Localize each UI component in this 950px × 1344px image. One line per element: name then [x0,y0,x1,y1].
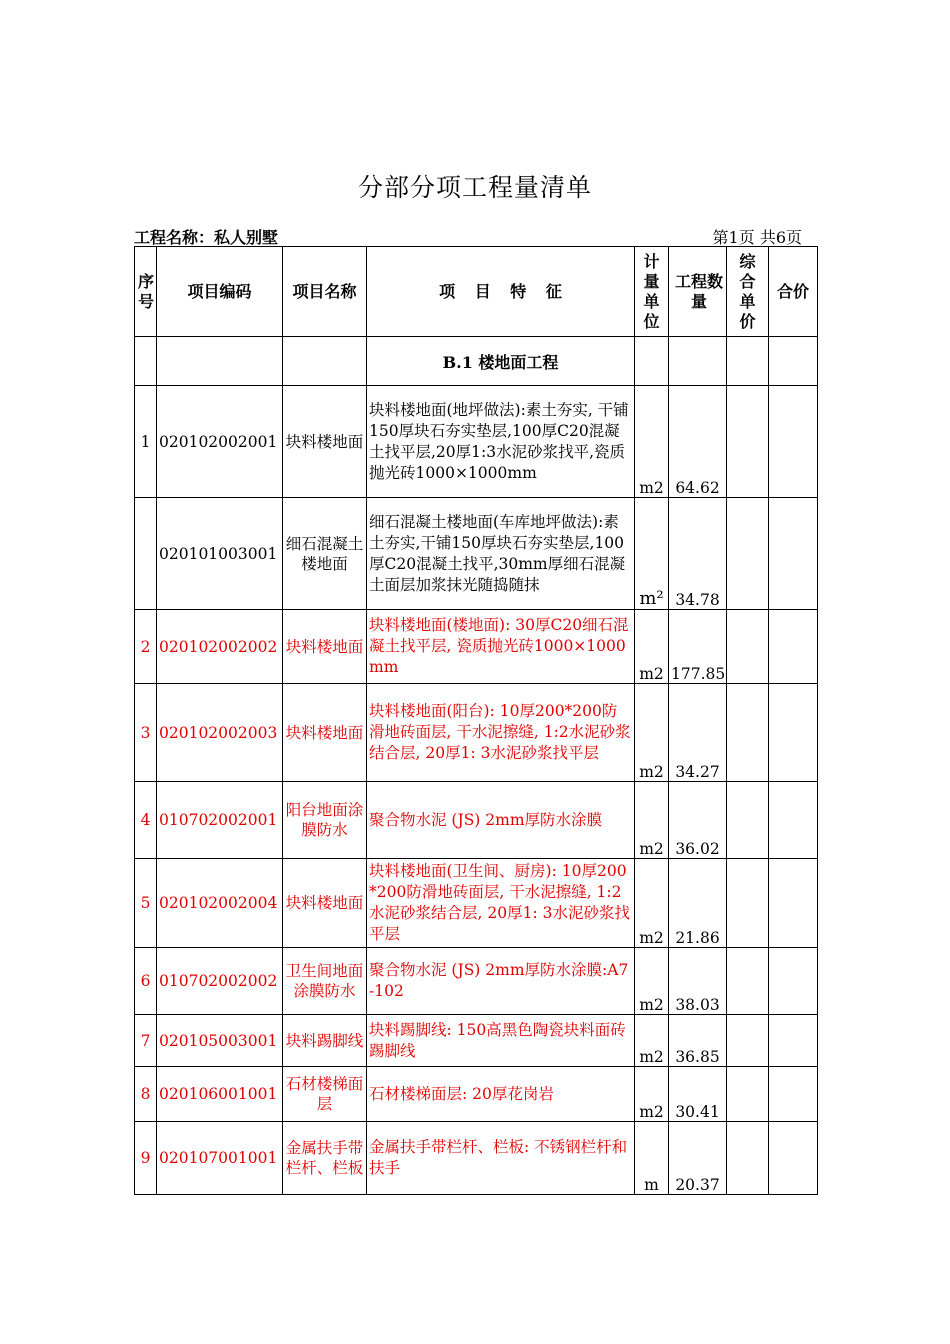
row-no: 3 [135,684,157,782]
row-no: 6 [135,948,157,1015]
row-total [769,1015,818,1067]
header-qty: 工程数量 [669,247,727,337]
row-qty: 30.41 [669,1067,727,1122]
header-code: 项目编码 [157,247,283,337]
row-name: 块料楼地面 [283,610,367,684]
row-unit: m2 [635,859,669,948]
table-row [135,1067,818,1122]
row-unit: m² [635,498,669,610]
header-unit-price: 综合单价 [727,247,769,337]
row-unit: m2 [635,386,669,498]
row-unit-price [727,498,769,610]
row-qty: 34.27 [669,684,727,782]
row-total [769,498,818,610]
header-no: 序号 [135,247,157,337]
row-total [769,1122,818,1195]
row-unit: m2 [635,1015,669,1067]
table-row [135,498,818,610]
row-total [769,1067,818,1122]
row-code: 020102002004 [157,859,283,948]
row-code: 020107001001 [157,1122,283,1195]
row-feature: 细石混凝土楼地面(车库地坪做法):素土夯实,干铺150厚块石夯实垫层,100厚C20混凝土找平,30mm厚细石混凝土面层加浆抹光随捣随抹 [367,498,635,610]
page-info: 第1页 共6页 [712,228,802,247]
table-row [135,948,818,1015]
row-unit-price [727,386,769,498]
row-feature: 块料踢脚线: 150高黑色陶瓷块料面砖踢脚线 [367,1015,635,1067]
table-row [135,386,818,498]
row-unit-price [727,610,769,684]
table-row [135,684,818,782]
row-feature: 石材楼梯面层: 20厚花岗岩 [367,1067,635,1122]
row-name: 金属扶手带栏杆、栏板 [283,1122,367,1195]
row-total [769,684,818,782]
table-row [135,1122,818,1195]
row-code: 020102002002 [157,610,283,684]
row-total [769,610,818,684]
header-row [135,247,818,337]
row-code: 020101003001 [157,498,283,610]
row-feature: 块料楼地面(卫生间、厨房): 10厚200*200防滑地砖面层, 干水泥擦缝, 1:2水泥砂浆结合层, 20厚1: 3水泥砂浆找平层 [367,859,635,948]
row-feature: 聚合物水泥 (JS) 2mm厚防水涂膜 [367,782,635,859]
row-name: 块料楼地面 [283,386,367,498]
row-unit: m2 [635,610,669,684]
table-row [135,610,818,684]
row-qty: 20.37 [669,1122,727,1195]
row-code: 010702002002 [157,948,283,1015]
row-qty: 177.85 [669,610,727,684]
row-qty: 36.85 [669,1015,727,1067]
meta-line [134,226,802,248]
row-name: 块料楼地面 [283,684,367,782]
header-feature: 项 目 特 征 [367,247,635,337]
row-total [769,782,818,859]
row-no [135,498,157,610]
row-unit-price [727,948,769,1015]
row-no: 2 [135,610,157,684]
row-name: 块料楼地面 [283,859,367,948]
row-qty: 38.03 [669,948,727,1015]
bill-of-quantities-table [134,246,818,1195]
row-feature: 金属扶手带栏杆、栏板: 不锈钢栏杆和扶手 [367,1122,635,1195]
row-name: 阳台地面涂膜防水 [283,782,367,859]
row-qty: 21.86 [669,859,727,948]
row-feature: 块料楼地面(楼地面): 30厚C20细石混凝土找平层, 瓷质抛光砖1000×1000mm [367,610,635,684]
row-unit-price [727,1067,769,1122]
row-unit: m2 [635,1067,669,1122]
header-unit: 计量单位 [635,247,669,337]
row-feature: 聚合物水泥 (JS) 2mm厚防水涂膜:A7-102 [367,948,635,1015]
row-unit-price [727,859,769,948]
row-no: 1 [135,386,157,498]
row-qty: 64.62 [669,386,727,498]
table-body [135,337,818,1195]
section-row [135,337,818,386]
row-code: 010702002001 [157,782,283,859]
row-name: 卫生间地面涂膜防水 [283,948,367,1015]
row-name: 石材楼梯面层 [283,1067,367,1122]
table-row [135,859,818,948]
row-unit: m2 [635,948,669,1015]
row-unit: m [635,1122,669,1195]
row-total [769,859,818,948]
row-code: 020102002003 [157,684,283,782]
row-unit: m2 [635,684,669,782]
row-code: 020106001001 [157,1067,283,1122]
row-code: 020105003001 [157,1015,283,1067]
row-unit-price [727,684,769,782]
row-feature: 块料楼地面(地坪做法):素土夯实, 干铺150厚块石夯实垫层,100厚C20混凝土找平层,20厚1:3水泥砂浆找平,瓷质抛光砖1000×1000mm [367,386,635,498]
row-name: 细石混凝土楼地面 [283,498,367,610]
row-no: 8 [135,1067,157,1122]
row-name: 块料踢脚线 [283,1015,367,1067]
row-no: 4 [135,782,157,859]
row-no: 9 [135,1122,157,1195]
header-total: 合价 [769,247,818,337]
row-unit-price [727,1015,769,1067]
row-qty: 36.02 [669,782,727,859]
row-qty: 34.78 [669,498,727,610]
row-total [769,948,818,1015]
header-name: 项目名称 [283,247,367,337]
row-no: 7 [135,1015,157,1067]
row-unit-price [727,1122,769,1195]
row-total [769,386,818,498]
row-unit: m2 [635,782,669,859]
page-title: 分部分项工程量清单 [357,173,592,202]
table-row [135,782,818,859]
row-feature: 块料楼地面(阳台): 10厚200*200防滑地砖面层, 干水泥擦缝, 1:2水泥砂浆结合层, 20厚1: 3水泥砂浆找平层 [367,684,635,782]
project-name: 工程名称：私人别墅 [134,228,279,247]
row-code: 020102002001 [157,386,283,498]
section-title: B.1 楼地面工程 [367,337,635,386]
row-no: 5 [135,859,157,948]
table-row [135,1015,818,1067]
row-unit-price [727,782,769,859]
